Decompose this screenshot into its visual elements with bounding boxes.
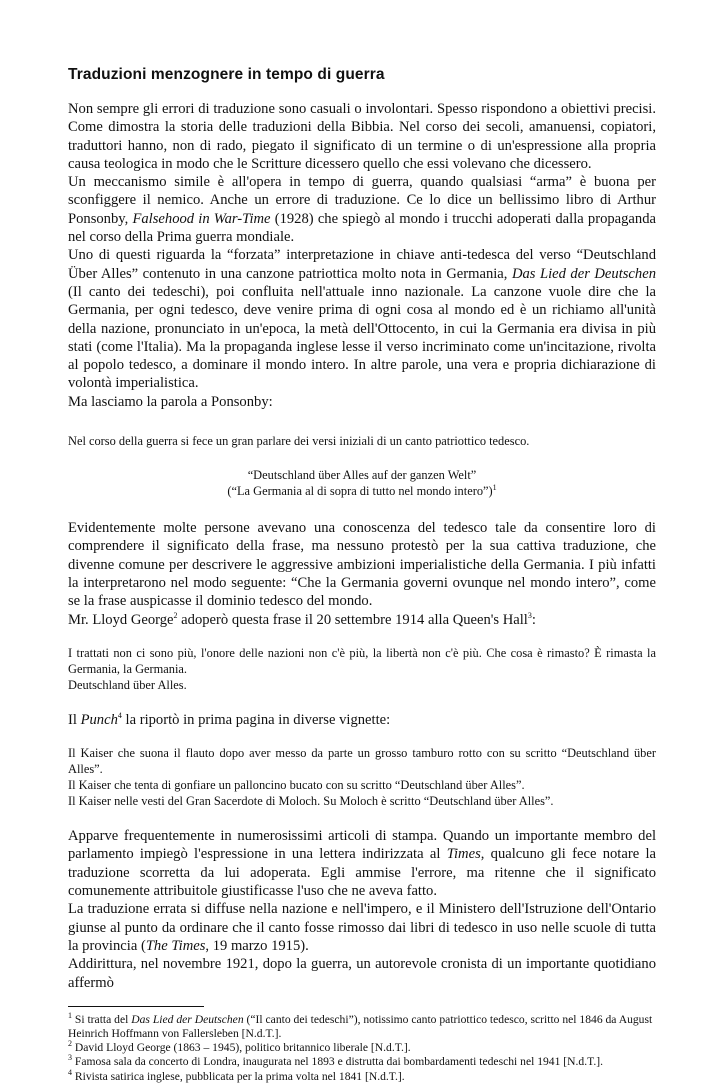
paragraph-lead-in: Ma lasciamo la parola a Ponsonby: <box>68 393 273 410</box>
paragraph-deutschland: Uno di questi riguarda la “forzata” interpretazione in chiave anti-tedesca del verso “Deutschland Über Alles” contenuto in una canzone patriottica molto nota in Germania, Das Lied der Deutschen (Il canto dei tedeschi), poi confluita nell'attuale inno nazionale. La canzone vuole dire che la Germania, per ogni tedesco, deve venire prima di ogni cosa al mondo ed è un richiamo all'unità della nazione, pronunciato in un'epoca, la metà dell'Ottocento, in cui la Germania era divisa in più stati (come l'Italia). Ma la propaganda inglese lesse il verso incriminato come un'incitazione, rivolta al popolo tedesco, a dominare il mondo intero. In altre parole, una vera e propria dichiarazione di volontà imperialistica. <box>68 247 656 392</box>
paragraph-ponsonby: Un meccanismo simile è all'opera in tempo di guerra, quando qualsiasi “arma” è buona per sconfiggere il nemico. Anche un errore di traduzione. Ce lo dice un bellissimo libro di Arthur Ponsonby, Falsehood in War-Time (1928) che spiegò al mondo i trucchi adoperati dalla propaganda nel corso della Prima guerra mondiale. <box>68 174 656 246</box>
times-title: Times <box>446 846 481 863</box>
page-title: Traduzioni menzognere in tempo di guerra <box>68 66 385 83</box>
book-title: Falsehood in War-Time <box>132 210 271 227</box>
footnote-ref-2[interactable]: 2 <box>173 610 178 620</box>
footnotes <box>68 1010 656 1084</box>
times-title: The Times <box>145 937 206 954</box>
vignette-list <box>68 745 656 809</box>
footnote-ref-4[interactable]: 4 <box>117 710 122 720</box>
footnote-2: $^2$ David Lloyd George (1863 – 1945), politico britannico liberale [N.d.T.]. <box>68 1039 411 1055</box>
paragraph-ontario: La traduzione errata si diffuse nella nazione e nell'impero, e il Ministero dell'Istruzione dell'Ontario giunse al punto da ordinare che il canto fosse rimosso dai libri di tedesco in uso nelle scuole di tutta la provincia (The Times, 19 marzo 1915). <box>68 901 656 954</box>
paragraph-lloyd-george: Mr. Lloyd George$^2$ adoperò questa frase il 20 settembre 1914 alla Queen's Hall$^3$: <box>68 610 536 628</box>
vignette-item: Il Kaiser che tenta di gonfiare un palloncino bucato con su scritto “Deutschland über Alles”. <box>68 778 525 793</box>
footnote-ref-1[interactable]: 1 <box>492 482 497 492</box>
footnote-divider <box>68 1006 204 1007</box>
punch-title: Punch <box>80 711 118 728</box>
footnote-ref-3[interactable]: 3 <box>527 610 532 620</box>
document-page <box>68 66 656 1084</box>
quote-lloyd-george: I trattati non ci sono più, l'onore delle nazioni non c'è più, la libertà non c'è più. Che cosa è rimasto? È rimasta la Germania, la Germania. Deutschland über Alles. <box>68 645 656 692</box>
vignette-item: Il Kaiser nelle vesti del Gran Sacerdote di Moloch. Su Moloch è scritto “Deutschland über Alles”. <box>68 794 554 809</box>
paragraph-press: Apparve frequentemente in numerosissimi articoli di stampa. Quando un importante membro del parlamento impiegò l'espressione in una lettera indirizzata al Times, qualcuno gli fece notare la traduzione scorretta da lui adoperata. Egli ammise l'errore, ma ritenne che il significato comunemente attribuitole giustificasse l'uso che ne aveva fatto. <box>68 828 656 900</box>
paragraph-mistranslation: Evidentemente molte persone avevano una conoscenza del tedesco tale da consentire loro di comprendere il significato della frase, ma nessuno protestò per la sua cattiva traduzione, che divenne comune per descrivere le aggressive ambizioni imperialistiche della Germania. I più infatti la interpretarono nel modo seguente: “Che la Germania governi ovunque nel mondo intero”, come se la frase auspicasse il dominio tedesco del mondo. <box>68 520 656 610</box>
footnote-1: $^1$ Si tratta del Das Lied der Deutschen (“Il canto dei tedeschi”), notissimo canto patriottico tedesco, scritto nel 1846 da August Heinrich Hoffmann von Fallersleben [N.d.T.]. <box>68 1010 653 1040</box>
verse-line-italian: (“La Germania al di sopra di tutto nel mondo intero”)$^1$ <box>227 482 497 499</box>
paragraph-intro: Non sempre gli errori di traduzione sono casuali o involontari. Spesso rispondono a obiettivi precisi. Come dimostra la storia delle traduzioni della Bibbia. Nel corso dei secoli, amanuensi, copiatori, traduttori hanno, non di rado, piegato il significato di un termine o di un'espressione alla propria causa teologica in modo che le Scritture dicessero quello che essi volevano che dicessero. <box>68 101 656 172</box>
song-title: Das Lied der Deutschen <box>511 265 656 282</box>
verse-line-german: “Deutschland über Alles auf der ganzen Welt” <box>247 468 477 483</box>
footnote-4: $^4$ Rivista satirica inglese, pubblicata per la prima volta nel 1841 [N.d.T.]. <box>68 1067 405 1083</box>
quote-intro: Nel corso della guerra si fece un gran parlare dei versi iniziali di un canto patriottico tedesco. <box>68 434 530 449</box>
vignette-item: Il Kaiser che suona il flauto dopo aver messo da parte un grosso tamburo rotto con su scritto “Deutschland über Alles”. <box>68 746 656 777</box>
footnote-3: $^3$ Famosa sala da concerto di Londra, inaugurata nel 1893 e distrutta dai bombardamenti tedeschi nel 1941 [N.d.T.]. <box>68 1053 604 1069</box>
verse-quote <box>68 467 656 499</box>
paragraph-punch: Il Punch$^4$ la riportò in prima pagina in diverse vignette: <box>68 710 391 728</box>
paragraph-1921: Addirittura, nel novembre 1921, dopo la guerra, un autorevole cronista di un importante quotidiano affermò <box>68 956 656 991</box>
